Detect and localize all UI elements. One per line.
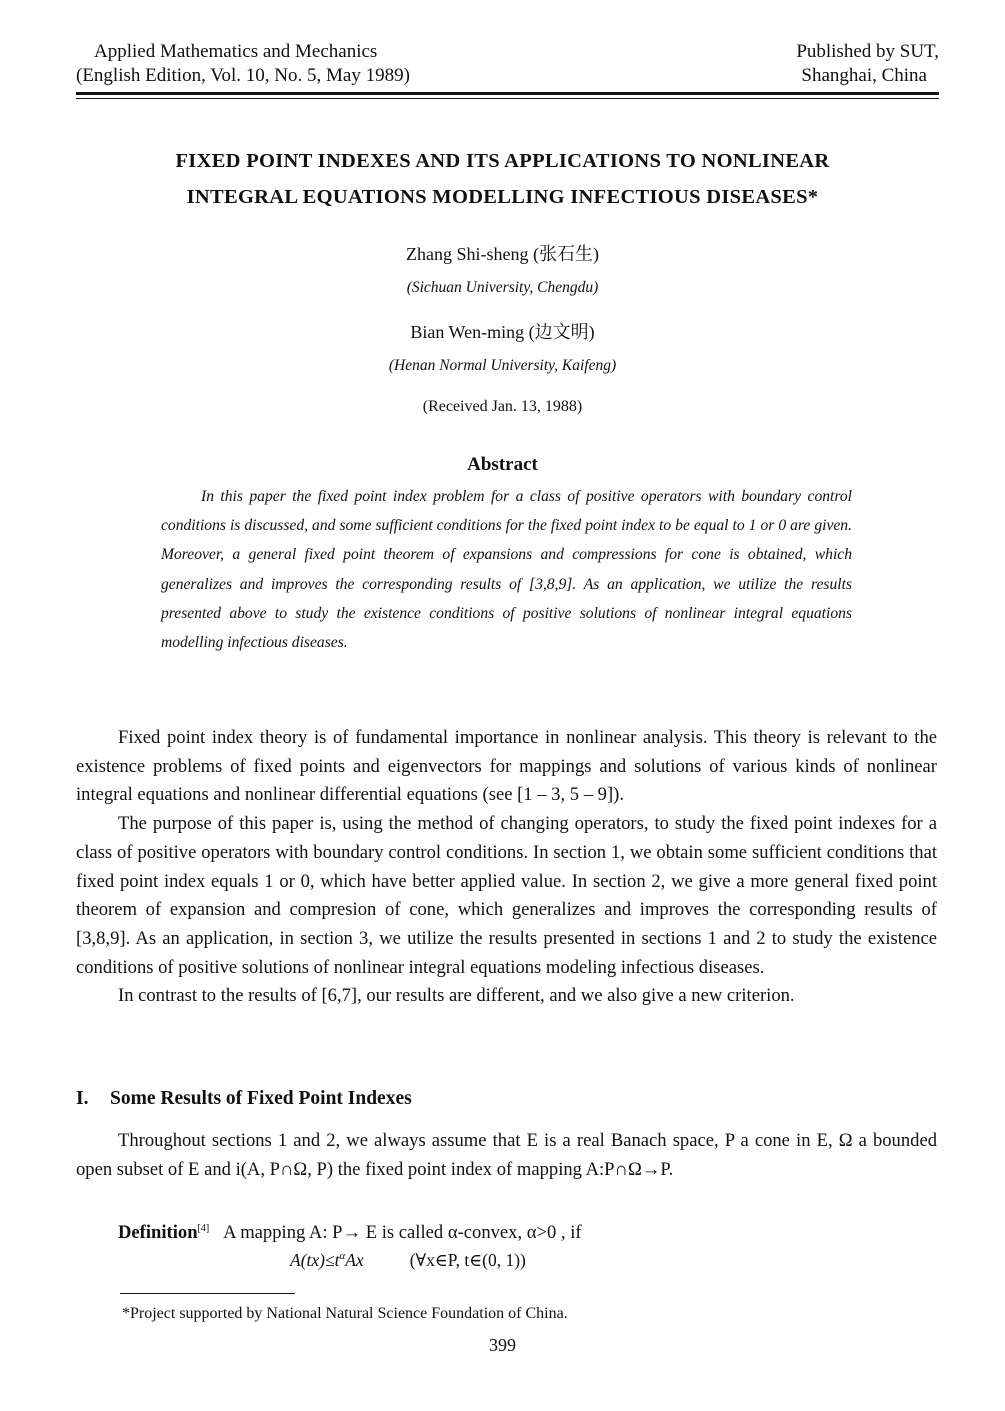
formula-condition: (∀x∈P, t∈(0, 1)) xyxy=(409,1250,526,1270)
introduction xyxy=(76,724,937,1011)
journal-edition: (English Edition, Vol. 10, No. 5, May 1989) xyxy=(76,65,410,86)
intro-paragraph-2: The purpose of this paper is, using the method of changing operators, to study the fixed point indexes for a class of positive operators with boundary control conditions. In section 1, we obtain some sufficient conditions that fixed point index equals 1 or 0, which have better applied value. In section 2, we give a more general fixed point theorem of expansion and compresion of cone, which generalizes and improves the corresponding results of [3,8,9]. As an application, in section 3, we utilize the results presented in sections 1 and 2 to study the existence conditions of positive solutions of nonlinear integral equations modeling infectious diseases. xyxy=(76,813,937,978)
footnote: *Project supported by National Natural Science Foundation of China. xyxy=(122,1305,568,1322)
section-1-number: I. xyxy=(76,1088,89,1109)
section-1-paragraph: Throughout sections 1 and 2, we always assume that E is a real Banach space, P a cone in E, Ω a bounded open subset of E and i(A, P∩Ω, P) the fixed point index of mapping A:P∩Ω→P. xyxy=(76,1130,937,1180)
author-1-name: Zhang Shi-sheng (张石生) xyxy=(406,244,599,264)
footnote-rule xyxy=(120,1293,295,1294)
section-1-title: Some Results of Fixed Point Indexes xyxy=(110,1088,412,1109)
abstract-text: In this paper the fixed point index problem for a class of positive operators with boundary control conditions is discussed, and some sufficient conditions for the fixed point index to be equal to 1 or 0 are given. Moreover, a general fixed point theorem of expansions and compressions for cone is obtained, which generalizes and improves the corresponding results of [3,8,9]. As an application, we utilize the results presented above to study the existence conditions of positive solutions of nonlinear integral equations modelling infectious diseases. xyxy=(161,488,852,652)
intro-paragraph-1: Fixed point index theory is of fundamental importance in nonlinear analysis. This theory is relevant to the existence problems of fixed points and eigenvectors for mappings and solutions of various kinds of nonlinear integral equations and nonlinear differential equations (see [1 – 3, 5 – 9]). xyxy=(76,727,937,806)
author-2-name: Bian Wen-ming (边文明) xyxy=(410,322,595,342)
title-line-1: FIXED POINT INDEXES AND ITS APPLICATIONS TO NONLINEAR xyxy=(175,150,830,172)
section-1-body xyxy=(76,1127,937,1184)
journal-info xyxy=(76,40,676,88)
definition-label: Definition[4] xyxy=(118,1222,210,1243)
page-number: 399 xyxy=(489,1335,516,1355)
publisher-name: Published by SUT, xyxy=(796,41,939,62)
publisher-location: Shanghai, China xyxy=(801,65,927,86)
header-rule-thin xyxy=(76,98,939,99)
section-1-heading xyxy=(76,1088,412,1110)
paper-title xyxy=(60,143,945,215)
definition-ref: [4] xyxy=(197,1223,210,1234)
header-rule-thick xyxy=(76,92,939,95)
intro-paragraph-3: In contrast to the results of [6,7], our results are different, and we also give a new criterion. xyxy=(118,985,795,1007)
received-date: (Received Jan. 13, 1988) xyxy=(422,398,583,415)
definition-text: A mapping A: P→ E is called α-convex, α>0 , if xyxy=(223,1222,582,1243)
author-1-affiliation: (Sichuan University, Chengdu) xyxy=(406,279,599,296)
alpha-convex-formula xyxy=(290,1250,526,1271)
formula-exponent: α xyxy=(339,1250,346,1263)
title-line-2: INTEGRAL EQUATIONS MODELLING INFECTIOUS DISEASES* xyxy=(186,186,819,208)
abstract-heading: Abstract xyxy=(467,454,538,475)
formula-left: A(tx)≤t xyxy=(290,1250,340,1270)
journal-name: Applied Mathematics and Mechanics xyxy=(94,41,378,62)
definition xyxy=(118,1222,582,1244)
journal-header xyxy=(76,40,939,90)
formula-mid: Ax xyxy=(345,1250,364,1270)
publisher-info xyxy=(699,40,939,88)
author-2-affiliation: (Henan Normal University, Kaifeng) xyxy=(388,357,617,374)
